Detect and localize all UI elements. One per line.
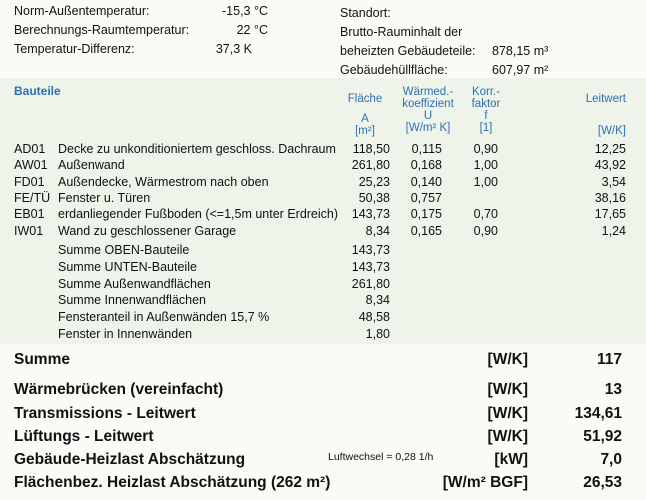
row-leitwert: 38,16 (594, 190, 626, 205)
room-temp-label: Berechnungs-Raumtemperatur: (14, 23, 190, 37)
summary-unit: [W/m² BGF] (442, 474, 528, 491)
row-u-value: 0,140 (410, 174, 442, 189)
row-area: 261,80 (351, 158, 390, 173)
volume-value: 878,15 m³ (492, 44, 549, 58)
standort-label: Standort: (340, 6, 391, 20)
row-description: Außendecke, Wärmestrom nach oben (58, 174, 269, 189)
row-u-value: 0,168 (410, 158, 442, 173)
sum-area: 1,80 (365, 327, 390, 341)
summe-unit: [W/K] (487, 351, 528, 368)
volume-label-1: Brutto-Rauminhalt der (340, 25, 463, 39)
row-leitwert: 3,54 (601, 174, 626, 189)
row-description: Wand zu geschlossener Garage (58, 223, 237, 238)
summe-label: Summe (14, 351, 70, 368)
summary-value: 13 (604, 381, 622, 398)
sum-area: 143,73 (351, 259, 390, 274)
envelope-label: Gebäudehüllfläche: (340, 63, 448, 77)
summe-value: 117 (596, 351, 622, 368)
norm-temp-label: Norm-Außentemperatur: (14, 4, 150, 18)
summary-value: 7,0 (600, 451, 622, 468)
norm-temp-value: -15,3 °C (222, 4, 268, 18)
row-area: 50,38 (358, 190, 390, 205)
sum-description: Fensteranteil in Außenwänden 15,7 % (58, 310, 270, 325)
sum-area: 261,80 (351, 276, 390, 291)
sum-description: Summe Innenwandflächen (58, 293, 207, 308)
summary-label: Wärmebrücken (vereinfacht) (14, 381, 224, 398)
sum-description: Summe Außenwandflächen (58, 276, 211, 291)
summary-value: 26,53 (583, 474, 622, 491)
row-area: 25,23 (358, 174, 390, 189)
summary-label: Flächenbez. Heizlast Abschätzung (262 m²) (14, 474, 331, 491)
row-area: 8,34 (365, 223, 390, 238)
row-leitwert: 1,24 (601, 223, 626, 238)
volume-label-2: beheizten Gebäudeteile: (340, 44, 476, 58)
row-u-value: 0,115 (411, 142, 442, 156)
row-u-value: 0,757 (410, 190, 442, 205)
row-u-value: 0,175 (410, 207, 442, 222)
row-correction: 0,90 (473, 142, 498, 156)
sum-area: 8,34 (365, 293, 390, 308)
envelope-value: 607,97 m² (492, 63, 549, 77)
row-code: IW01 (14, 223, 44, 238)
summary-label: Gebäude-Heizlast Abschätzung (14, 451, 246, 468)
row-area: 118,50 (352, 142, 390, 156)
summary-unit: [kW] (494, 451, 528, 468)
row-leitwert: 17,65 (594, 207, 626, 222)
summary-unit: [W/K] (487, 428, 528, 445)
summary-unit: [W/K] (487, 381, 528, 398)
summary-unit: [W/K] (487, 405, 528, 422)
sum-area: 143,73 (351, 243, 390, 257)
row-description: Außenwand (58, 158, 125, 173)
col-bauteile: Bauteile (14, 84, 61, 98)
sum-area: 48,58 (358, 310, 390, 325)
col-leitwert: Leitwert [W/K] (585, 93, 626, 137)
row-code: EB01 (14, 207, 45, 222)
col-u-wert: Wärmed.- koeffizient U [W/m² K] (402, 86, 454, 134)
col-korr: Korr.- faktor f [1] (471, 86, 501, 134)
row-code: AW01 (14, 158, 48, 173)
summary-value: 134,61 (574, 405, 622, 422)
col-flaeche: Fläche A [m²] (347, 93, 383, 137)
sum-description: Fenster in Innenwänden (58, 327, 193, 341)
summary-value: 51,92 (583, 428, 622, 445)
sum-description: Summe OBEN-Bauteile (58, 243, 190, 257)
row-leitwert: 43,92 (594, 158, 626, 173)
temp-diff-value: 37,3 K (215, 42, 252, 56)
room-temp-value: 22 °C (236, 23, 268, 37)
row-correction: 0,70 (473, 207, 498, 222)
row-description: erdanliegender Fußboden (<=1,5m unter Erdreich) (58, 207, 339, 222)
sum-description: Summe UNTEN-Bauteile (58, 259, 197, 274)
row-description: Decke zu unkonditioniertem geschloss. Dachraum (58, 142, 336, 156)
row-correction: 1,00 (473, 158, 498, 173)
air-change-note: Luftwechsel = 0,28 1/h (328, 451, 434, 463)
row-u-value: 0,165 (410, 223, 442, 238)
row-correction: 0,90 (473, 223, 498, 238)
temp-diff-label: Temperatur-Differenz: (14, 42, 135, 56)
row-area: 143,73 (351, 207, 390, 222)
row-leitwert: 12,25 (594, 142, 626, 156)
row-code: FE/TÜ (14, 190, 51, 205)
summary-label: Transmissions - Leitwert (14, 405, 196, 422)
row-code: AD01 (14, 142, 46, 156)
row-description: Fenster u. Türen (58, 190, 151, 205)
summary-label: Lüftungs - Leitwert (14, 428, 154, 445)
row-correction: 1,00 (473, 174, 498, 189)
row-code: FD01 (14, 174, 45, 189)
